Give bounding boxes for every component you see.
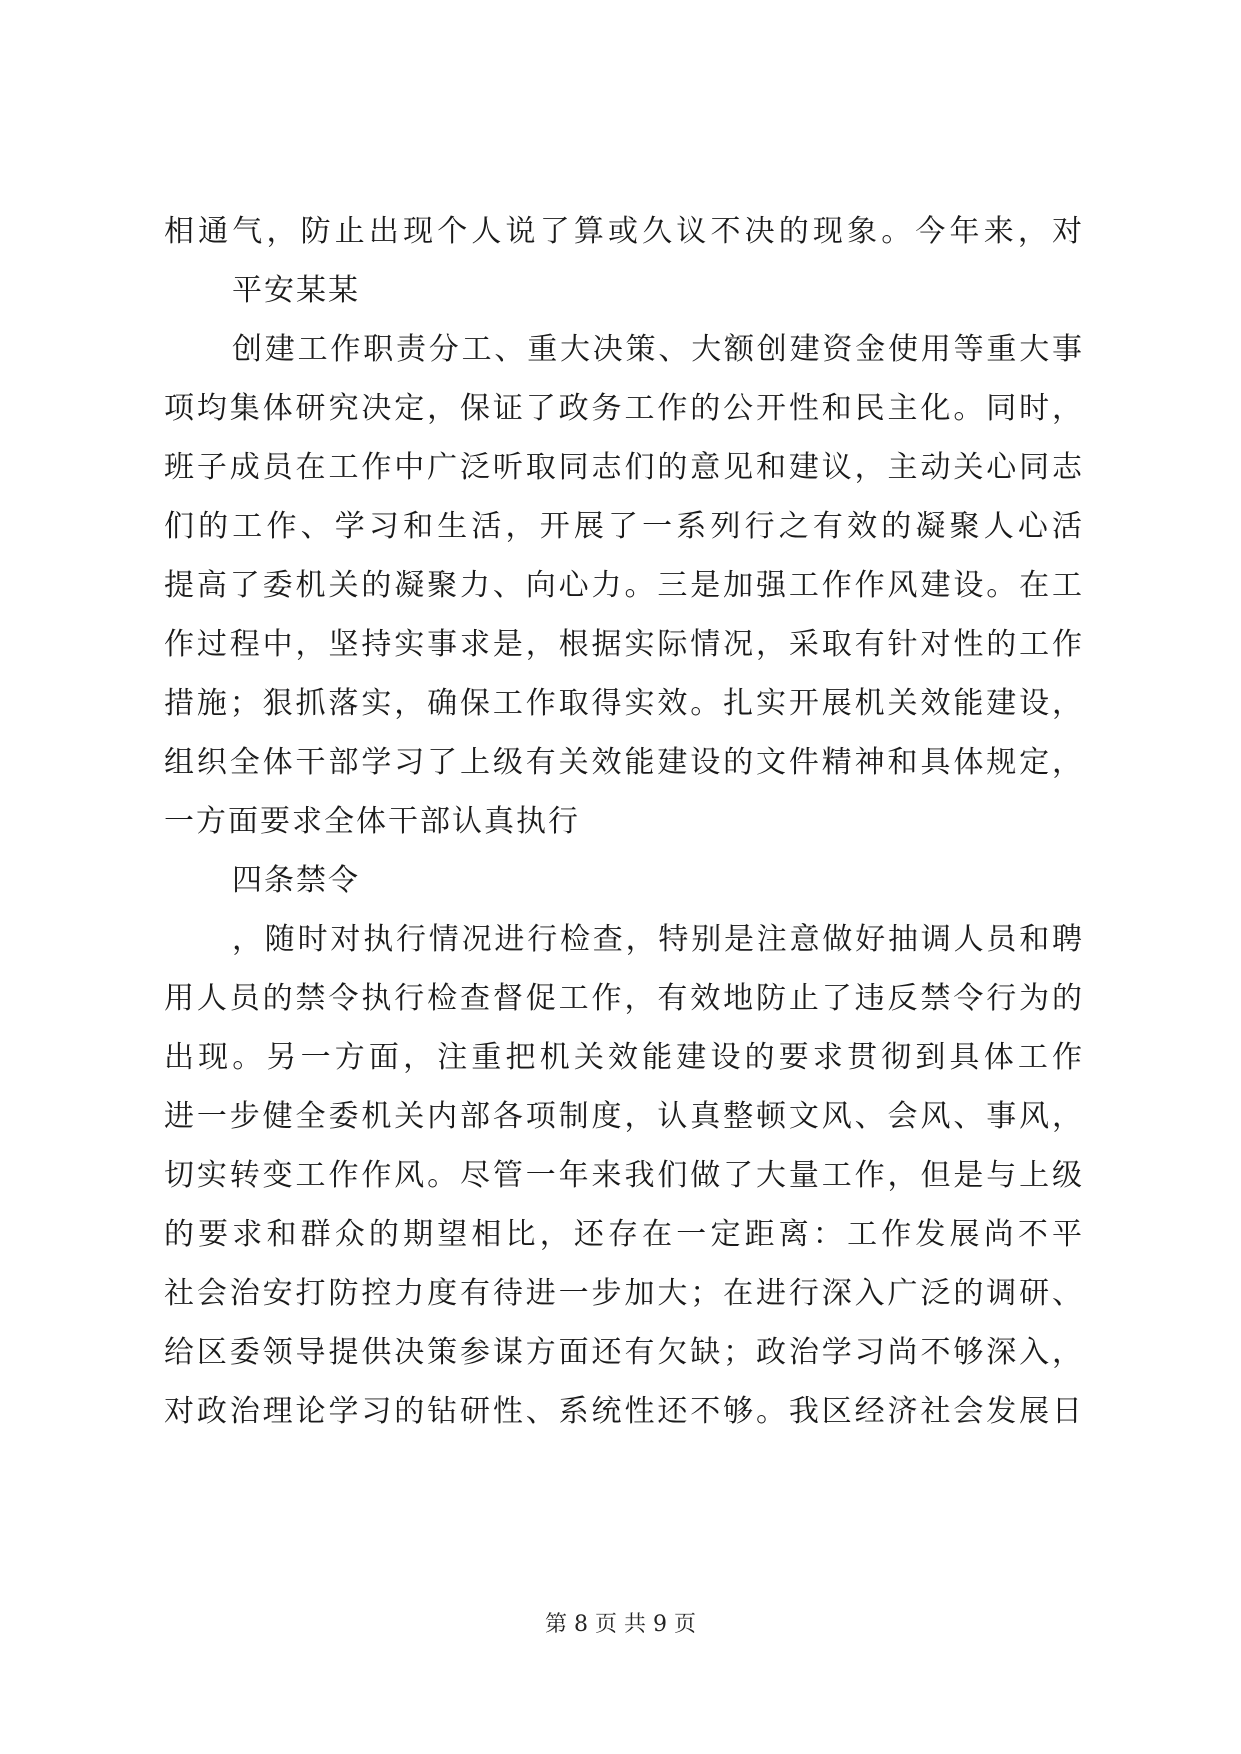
body-line: 班子成员在工作中广泛听取同志们的意见和建议，主动关心同志: [164, 450, 1084, 485]
body-line: 作过程中，坚持实事求是，根据实际情况，采取有针对性的工作: [164, 627, 1084, 662]
body-line: 出现。另一方面，注重把机关效能建设的要求贯彻到具体工作: [164, 1040, 1084, 1075]
body-line: 措施；狠抓落实，确保工作取得实效。扎实开展机关效能建设，: [164, 686, 1084, 721]
body-line: 提高了委机关的凝聚力、向心力。三是加强工作作风建设。在工: [164, 568, 1084, 603]
body-line: 进一步健全委机关内部各项制度，认真整顿文风、会风、事风，: [164, 1099, 1084, 1134]
body-line: 一方面要求全体干部认真执行: [164, 804, 580, 839]
body-line: 对政治理论学习的钻研性、系统性还不够。我区经济社会发展日: [164, 1394, 1084, 1429]
body-line: 社会治安打防控力度有待进一步加大；在进行深入广泛的调研、: [164, 1276, 1084, 1311]
body-line: 相通气，防止出现个人说了算或久议不决的现象。今年来，对: [164, 214, 1084, 249]
body-line: 平安某某: [232, 273, 360, 308]
body-line: 用人员的禁令执行检查督促工作，有效地防止了违反禁令行为的: [164, 981, 1084, 1016]
body-line: 项均集体研究决定，保证了政务工作的公开性和民主化。同时，: [164, 391, 1084, 426]
body-line: 切实转变工作作风。尽管一年来我们做了大量工作，但是与上级: [164, 1158, 1084, 1193]
body-line: 四条禁令: [232, 863, 360, 898]
page-number-footer: 第 8 页 共 9 页: [545, 1612, 696, 1637]
body-line: 创建工作职责分工、重大决策、大额创建资金使用等重大事: [232, 332, 1084, 367]
body-line: ，随时对执行情况进行检查，特别是注意做好抽调人员和聘: [232, 922, 1084, 957]
body-line: 们的工作、学习和生活，开展了一系列行之有效的凝聚人心活: [164, 509, 1084, 544]
body-line: 给区委领导提供决策参谋方面还有欠缺；政治学习尚不够深入，: [164, 1335, 1084, 1370]
body-line: 的要求和群众的期望相比，还存在一定距离：工作发展尚不平: [164, 1217, 1084, 1252]
body-line: 组织全体干部学习了上级有关效能建设的文件精神和具体规定，: [164, 745, 1084, 780]
